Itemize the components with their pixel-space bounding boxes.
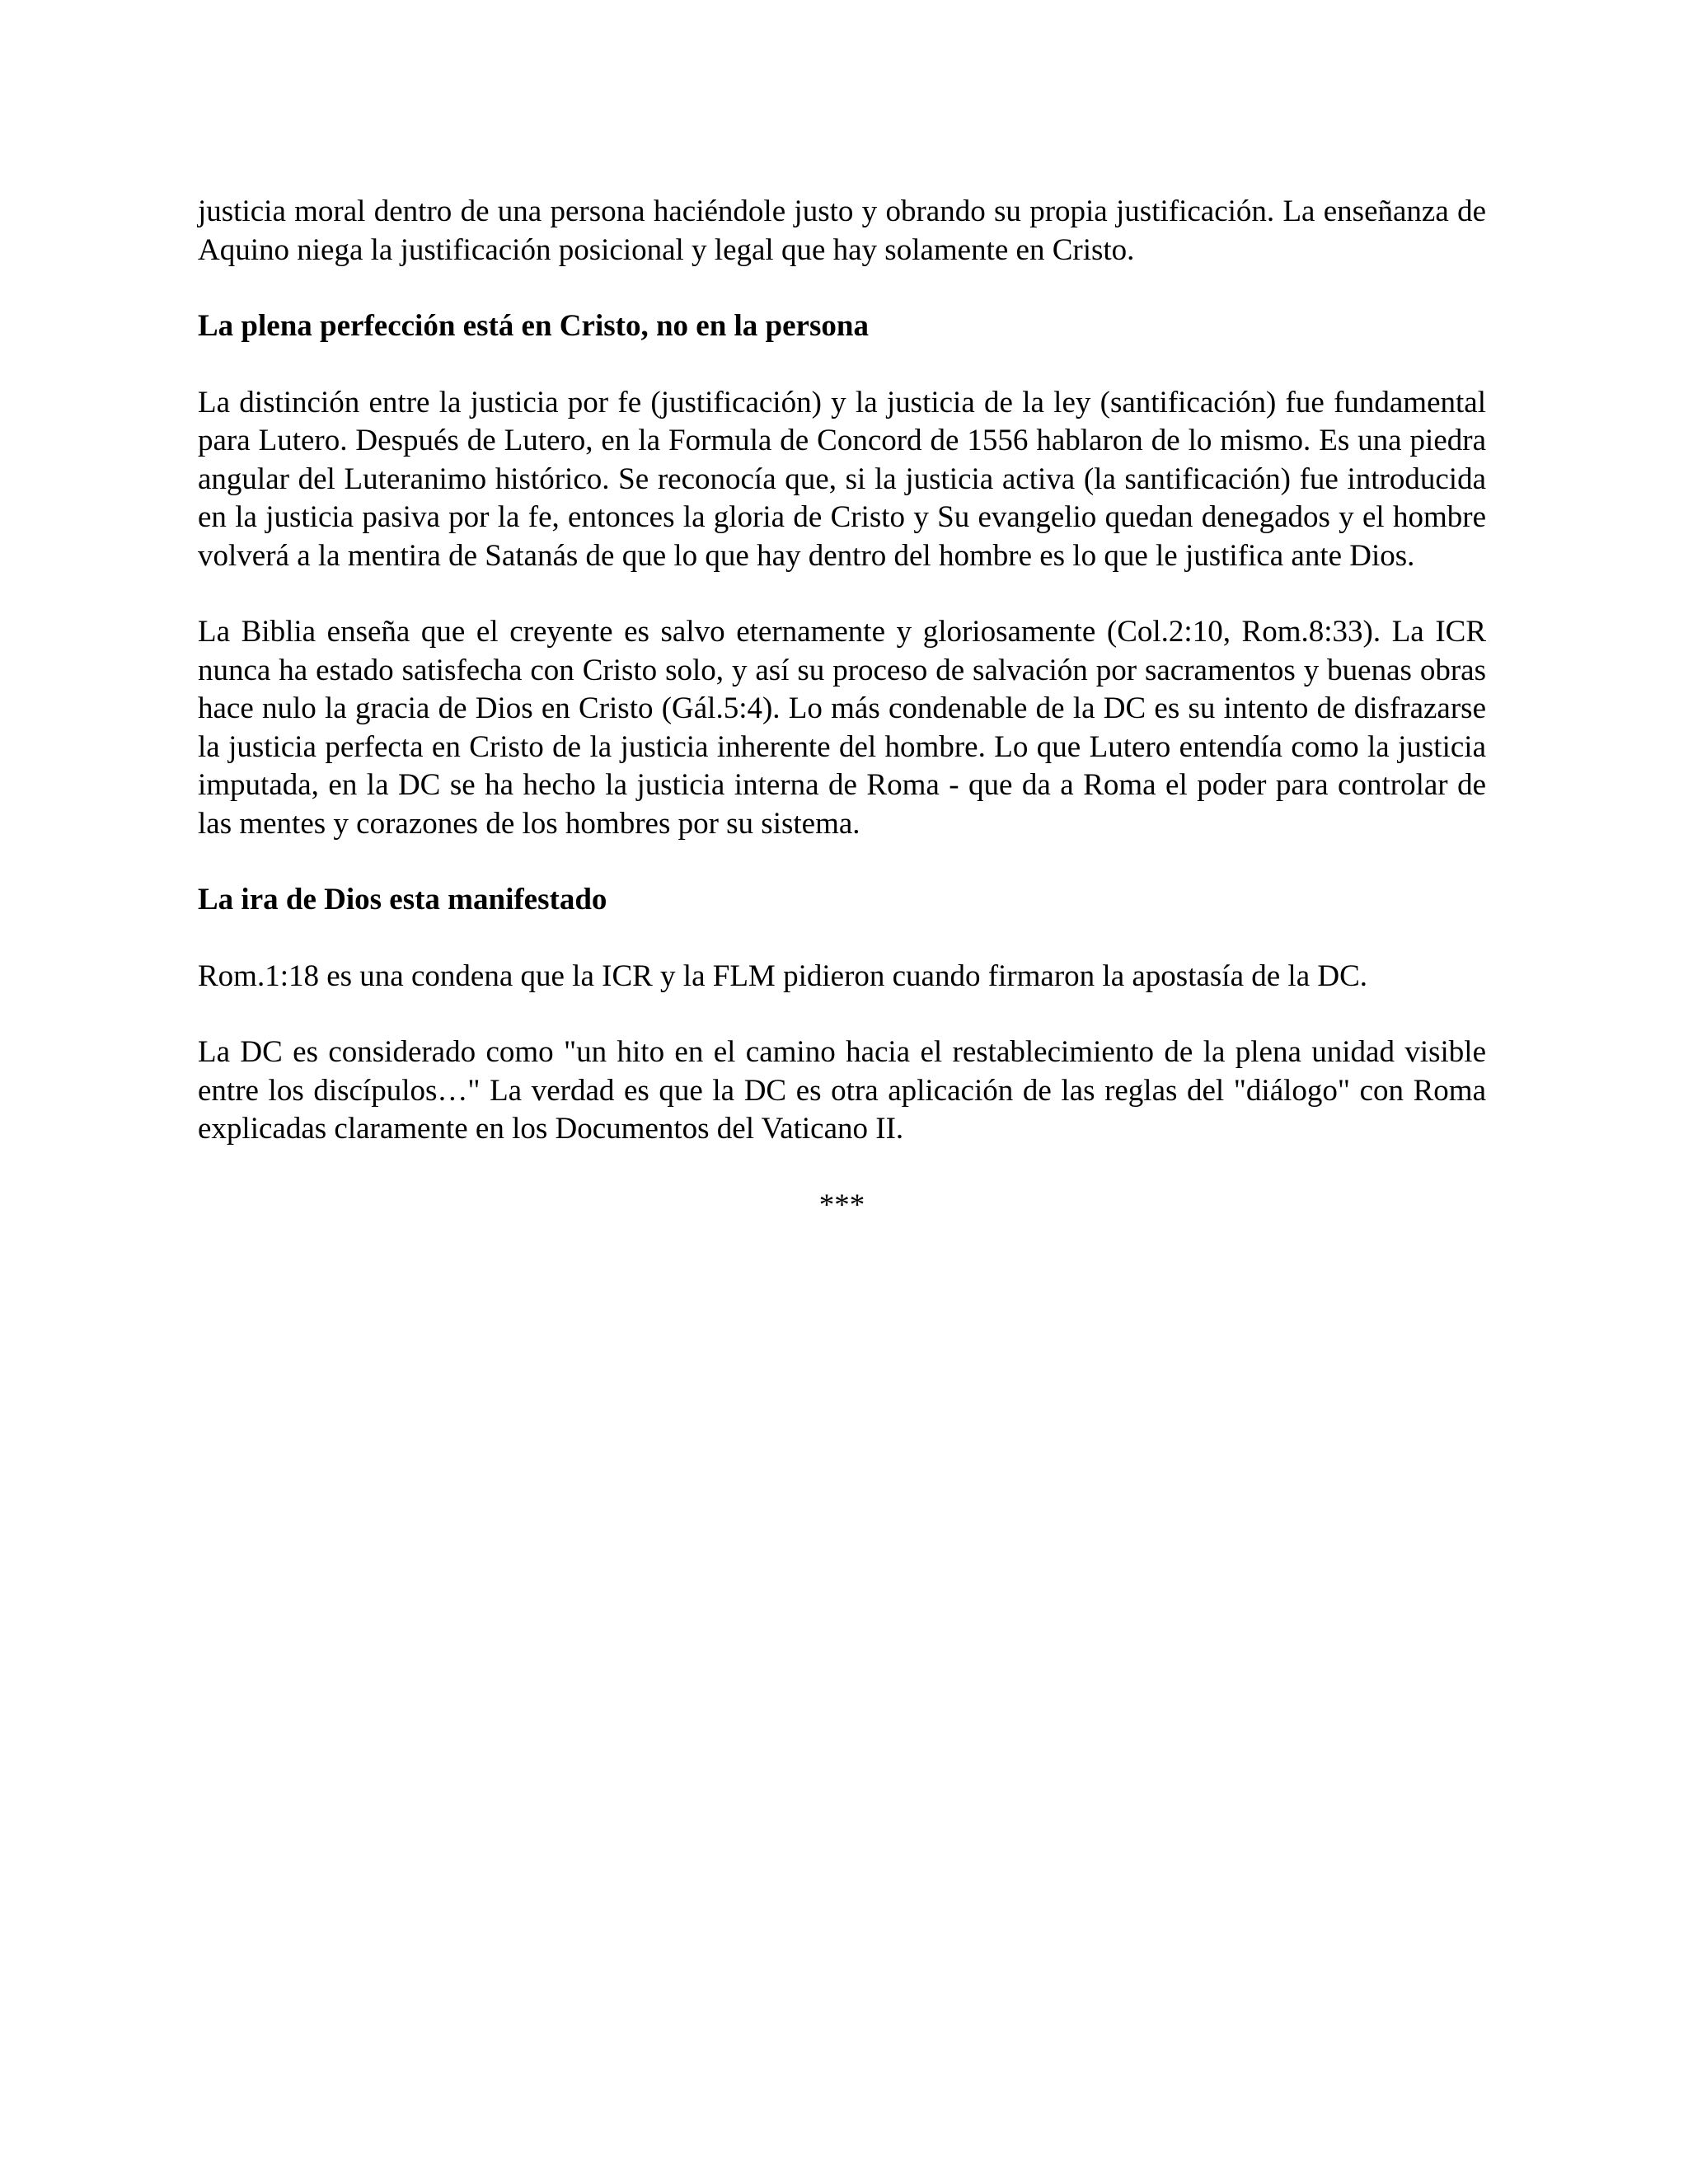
paragraph-lutero: La distinción entre la justicia por fe (justificación) y la justicia de la ley (santificación) fue fundamental para Lutero. Después de Lutero, en la Formula de Concord de 1556 hablaron de lo mismo. Es una piedra angular del Luteranimo histórico. Se reconocía que, si la justicia activa (la santificación) fue introducida en la justicia pasiva por la fe, entonces la gloria de Cristo y Su evangelio quedan denegados y el hombre volverá a la mentira de Satanás de que lo que hay dentro del hombre es lo que le justifica ante Dios.: [198, 385, 1486, 573]
paragraph-rom-1-18: Rom.1:18 es una condena que la ICR y la FLM pidieron cuando firmaron la apostasía de la DC.: [198, 958, 1368, 993]
paragraph-aquino: justicia moral dentro de una persona haciéndole justo y obrando su propia justificación. La enseñanza de Aquino niega la justificación posicional y legal que hay solamente en Cristo.: [198, 194, 1486, 267]
paragraph-dc-hito: La DC es considerado como "un hito en el camino hacia el restablecimiento de la plena unidad visible entre los discípulos…" La verdad es que la DC es otra aplicación de las reglas del "diálogo" con Roma explicadas claramente en los Documentos del Vaticano II.: [198, 1035, 1486, 1146]
section-separator: ***: [818, 1188, 865, 1222]
section-heading-perfeccion: La plena perfección está en Cristo, no en la persona: [198, 309, 869, 343]
document-body: [198, 193, 1486, 1225]
paragraph-biblia: La Biblia enseña que el creyente es salvo eternamente y gloriosamente (Col.2:10, Rom.8:33). La ICR nunca ha estado satisfecha con Cristo solo, y así su proceso de salvación por sacramentos y buenas obras hace nulo la gracia de Dios en Cristo (Gál.5:4). Lo más condenable de la DC es su intento de disfrazarse la justicia perfecta en Cristo de la justicia inherente del hombre. Lo que Lutero entendía como la justicia imputada, en la DC se ha hecho la justicia interna de Roma - que da a Roma el poder para controlar de las mentes y corazones de los hombres por su sistema.: [198, 615, 1486, 841]
section-heading-ira: La ira de Dios esta manifestado: [198, 883, 607, 916]
